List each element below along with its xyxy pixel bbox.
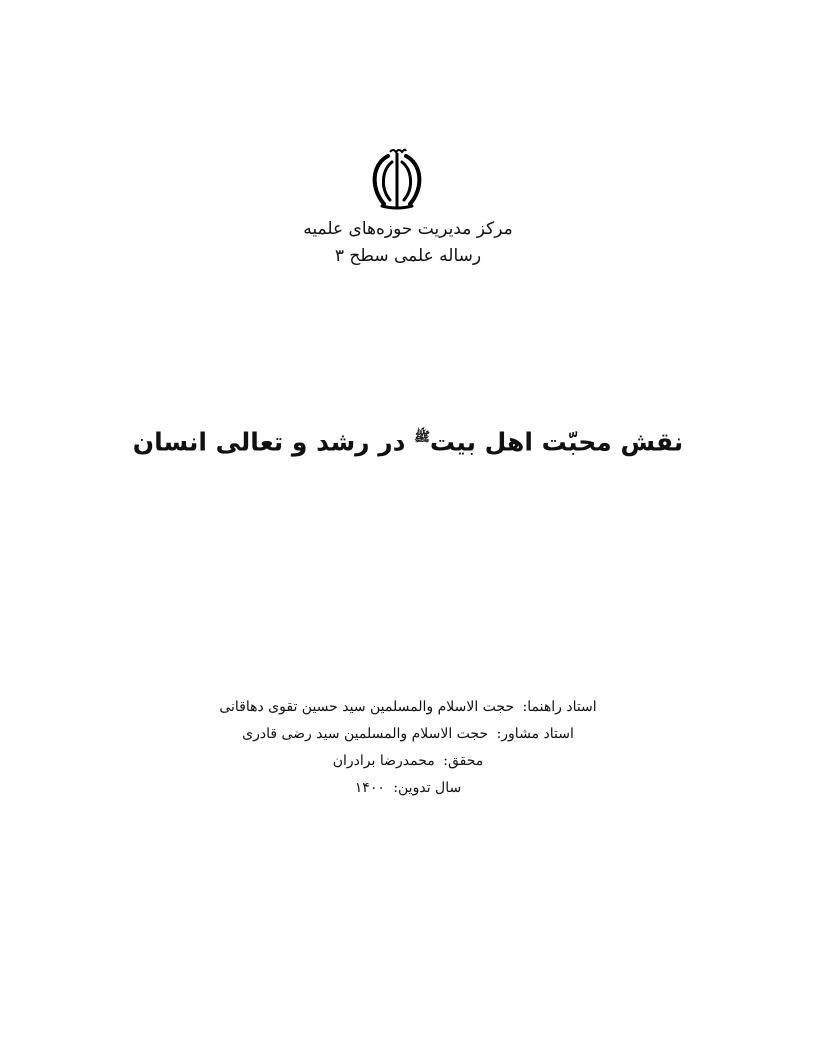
researcher-line	[0, 748, 816, 775]
year-value: ۱۴۰۰	[354, 780, 385, 796]
researcher-name: محمدرضا برادران	[332, 753, 435, 769]
advisor-line	[0, 721, 816, 748]
organization-name: مرکز مدیریت حوزه‌های علمیه	[303, 219, 513, 239]
supervisor-name: حجت الاسلام والمسلمین سید حسین تقوی دهاقانی	[219, 699, 515, 715]
thesis-level: رساله علمی سطح ۳	[334, 246, 482, 266]
supervisor-line	[0, 694, 816, 721]
credits-block	[0, 694, 816, 802]
title-honorific: ﷺ	[414, 430, 430, 445]
thesis-title	[0, 420, 816, 460]
researcher-label: محقق:	[443, 753, 484, 769]
advisor-label: استاد مشاور:	[496, 726, 574, 742]
supervisor-label: استاد راهنما:	[522, 699, 597, 715]
year-line	[0, 775, 816, 802]
advisor-name: حجت الاسلام والمسلمین سید رضی قادری	[242, 726, 489, 742]
title-rest: در رشد و تعالی انسان	[132, 427, 406, 457]
title-main: نقش محبّت اهل بیت	[429, 427, 684, 457]
year-label: سال تدوین:	[393, 780, 462, 796]
iran-emblem-icon	[368, 148, 426, 210]
